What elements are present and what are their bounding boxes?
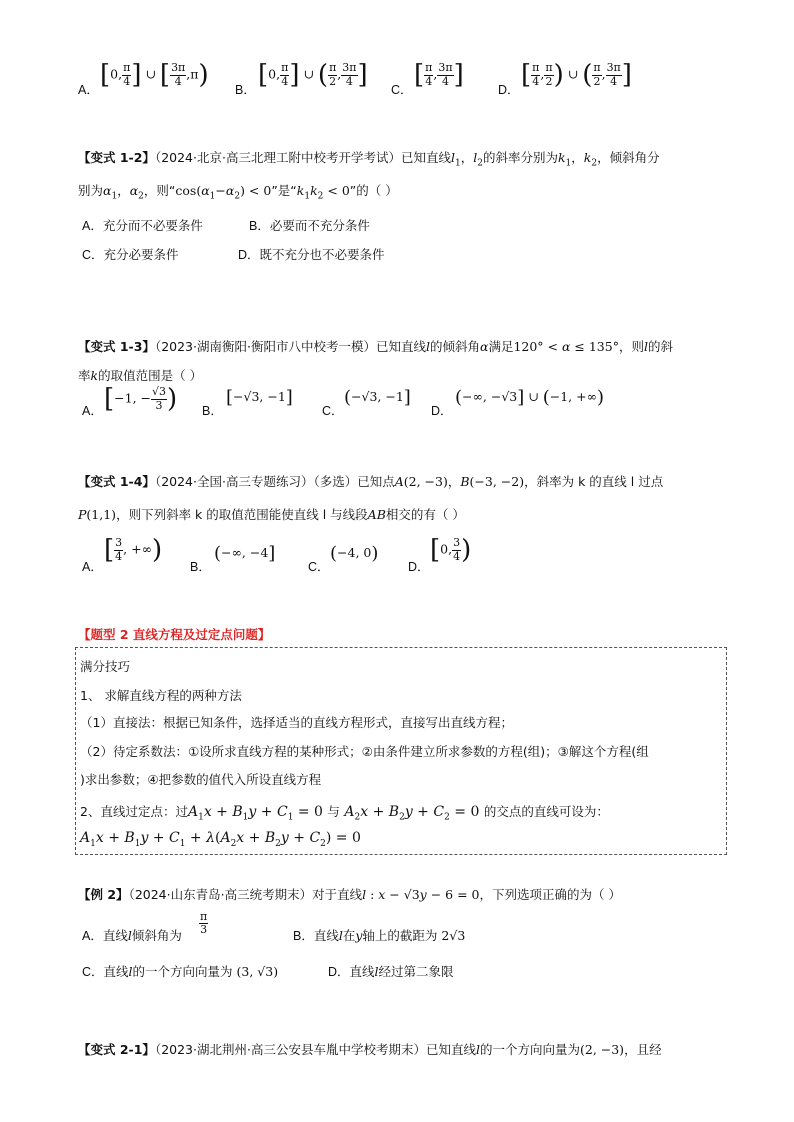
question-tag: 【变式 1-4】 — [78, 474, 155, 489]
tips-para-4: )求出参数；④把参数的值代入所设直线方程 — [80, 772, 322, 787]
option-c-label: C． — [391, 83, 413, 97]
question-variant-2-1: 【变式 2-1】（2023·湖北荆州·高三公安县车胤中学校考期末）已知直线l的一个方向向量为(2, −3)，且经 — [78, 1042, 662, 1057]
question-tag: 【变式 2-1】 — [78, 1042, 155, 1057]
option-a-math: [0, $\frac{\pi}{4}$ ] ∪ [ $\frac{3\pi}{4}$ ,π) — [100, 60, 209, 90]
option-b: B．直线l在y轴上的截距为 2√3 — [293, 928, 466, 943]
option-text: A．直线 — [82, 929, 128, 943]
option-d-label: D． — [408, 560, 430, 574]
question-text: ，则下列斜率 k 的取值范围能使直线 l 与线段 — [116, 507, 368, 522]
option-text: 在 — [342, 929, 356, 943]
option-c: C．充分必要条件 — [82, 248, 179, 262]
question-source: （2024·北京·高三北理工附中校考开学考试） — [154, 150, 401, 165]
question-text: 已知点 — [357, 474, 395, 489]
tips-title: 满分技巧 — [80, 659, 131, 674]
question-tag: 【变式 1-2】 — [78, 150, 155, 165]
option-c-math: (−4, 0) — [330, 543, 379, 564]
option-text: 的一个方向向量为 — [132, 965, 233, 979]
question-text: ，则“ — [143, 183, 176, 198]
question-text: 满足 — [488, 339, 514, 354]
option-d: D．既不充分也不必要条件 — [238, 248, 385, 262]
question-tag: 【变式 1-3】 — [78, 339, 155, 354]
question-variant-1-2: 【变式 1-2】（2024·北京·高三北理工附中校考开学考试）已知直线$l_1$，$l_2$的斜率分别为$k_1$，$k_2$，倾斜角分 — [78, 150, 660, 169]
option-d-math: [0, $\frac{3}{4}$ ) — [430, 535, 472, 565]
question-text: ，斜率为 k 的直线 l 过点 — [524, 474, 664, 489]
question-variant-1-3: 【变式 1-3】（2023·湖南衡阳·衡阳市八中校考一模）已知直线l的倾斜角α满足120° < α ≤ 135°，则l的斜 — [78, 339, 673, 354]
question-text: 已知直线 — [375, 339, 426, 354]
question-text: 相交的有（ ） — [385, 507, 465, 522]
option-a-label: A． — [78, 83, 99, 97]
option-c-math: (−√3, −1] — [344, 387, 411, 408]
tips-para-2: （1）直接法：根据已知条件，选择适当的直线方程形式，直接写出直线方程； — [80, 715, 513, 730]
question-variant-1-3-line2: 率k的取值范围是（ ） — [78, 368, 203, 383]
option-d-math: (−∞, −√3] ∪ (−1, +∞) — [455, 387, 605, 408]
option-d-label: D． — [498, 83, 520, 97]
option-d-label: D． — [431, 404, 453, 418]
question-text: ，且经 — [624, 1042, 662, 1057]
question-text: 对于直线 — [312, 887, 363, 902]
tips-text: 的交点的直线可设为： — [483, 804, 609, 819]
option-b-math: [−√3, −1] — [226, 387, 293, 408]
question-text: 已知直线 — [400, 150, 451, 165]
question-text: 率 — [78, 368, 91, 383]
option-a-label: A． — [82, 404, 103, 418]
question-text: ”的（ ） — [349, 183, 398, 198]
question-source: （2023·湖南衡阳·衡阳市八中校考一模） — [154, 339, 376, 354]
question-text: 别为 — [78, 183, 104, 198]
option-c-label: C． — [308, 560, 330, 574]
question-text: ，下列选项正确的为（ ） — [479, 887, 621, 902]
option-a-math: [−1, − $\frac{√3}{3}$ ) — [104, 384, 178, 414]
option-text: B．直线 — [293, 929, 339, 943]
option-b-label: B． — [202, 404, 223, 418]
question-text: 的一个方向向量为 — [479, 1042, 580, 1057]
option-a-math: $\frac{\pi}{3}$ — [200, 910, 208, 937]
tips-para-3: （2）待定系数法：①设所求直线方程的某种形式；②由条件建立所求参数的方程(组)；③解这个方程(组 — [80, 744, 649, 759]
tips-para-1: 1、 求解直线方程的两种方法 — [80, 688, 242, 703]
option-a-math: [ $\frac{3}{4}$ , +∞) — [104, 535, 163, 565]
option-c: C．直线l的一个方向向量为 (3, √3) — [82, 964, 279, 979]
question-text: 的斜 — [647, 339, 673, 354]
question-variant-1-2-line2: 别为$\alpha_1$，$\alpha_2$，则“$\cos(\alpha_1-\alpha_2) < 0$”是“$k_1k_2 < 0$”的（ ） — [78, 183, 398, 202]
option-text: 倾斜角为 — [131, 929, 182, 943]
option-a: A．充分而不必要条件 — [82, 219, 203, 233]
tips-formula: $A_1x + B_1y + C_1 + \lambda(A_2x + B_2y + C_2) = 0$ — [80, 830, 361, 849]
question-text: ”是“ — [271, 183, 297, 198]
option-text: C．直线 — [82, 965, 129, 979]
option-b-label: B． — [235, 83, 256, 97]
question-source: （2024·全国·高三专题练习）（多选） — [154, 474, 358, 489]
question-text: ，则 — [618, 339, 644, 354]
option-text: 经过第二象限 — [378, 965, 454, 979]
question-source: （2023·湖北荆州·高三公安县车胤中学校考期末） — [154, 1042, 426, 1057]
option-b-math: [0, $\frac{\pi}{4}$ ] ∪ ( $\frac{\pi}{2}$ , $\frac{3\pi}{4}$ ] — [258, 60, 368, 90]
tips-text: 2、直线过定点：过 — [80, 804, 188, 819]
question-variant-1-4-line2: P(1,1)，则下列斜率 k 的取值范围能使直线 l 与线段AB相交的有（ ） — [78, 507, 465, 522]
option-text: 轴上的截距为 — [362, 929, 438, 943]
question-text: 的倾斜角 — [429, 339, 480, 354]
option-c-label: C． — [322, 404, 344, 418]
option-text: D．直线 — [328, 965, 375, 979]
option-d-math: [ $\frac{\pi}{4}$ , $\frac{\pi}{2}$ ) ∪ ( $\frac{\pi}{2}$ , $\frac{3\pi}{4}$ ] — [521, 60, 632, 90]
option-b: B．必要而不充分条件 — [249, 219, 370, 233]
question-text: 的斜率分别为 — [482, 150, 558, 165]
question-text: ，倾斜角分 — [597, 150, 660, 165]
tips-para-5: 2、直线过定点：过$A_1x + B_1y + C_1 = 0$ 与 $A_2x + B_2y + C_2 = 0$ 的交点的直线可设为： — [80, 804, 609, 823]
question-variant-1-4: 【变式 1-4】（2024·全国·高三专题练习）（多选）已知点A(2, −3)，B(−3, −2)，斜率为 k 的直线 l 过点 — [78, 474, 664, 489]
option-b-math: (−∞, −4] — [214, 543, 276, 564]
question-text: 已知直线 — [425, 1042, 476, 1057]
option-d: D．直线l经过第二象限 — [328, 964, 454, 979]
option-a-label: A． — [82, 560, 103, 574]
question-text: 的取值范围是（ ） — [98, 368, 203, 383]
question-tag: 【例 2】 — [78, 887, 129, 902]
option-b-label: B． — [190, 560, 211, 574]
question-example-2: 【例 2】（2024·山东青岛·高三统考期末）对于直线l : x − √3y − 6 = 0，下列选项正确的为（ ） — [78, 887, 621, 902]
option-a: A．直线l倾斜角为 — [82, 928, 182, 943]
question-source: （2024·山东青岛·高三统考期末） — [128, 887, 313, 902]
section-title: 【题型 2 直线方程及过定点问题】 — [78, 627, 271, 642]
tips-text: 与 — [327, 804, 340, 819]
option-c-math: [ $\frac{\pi}{4}$ , $\frac{3\pi}{4}$ ] — [414, 60, 464, 90]
